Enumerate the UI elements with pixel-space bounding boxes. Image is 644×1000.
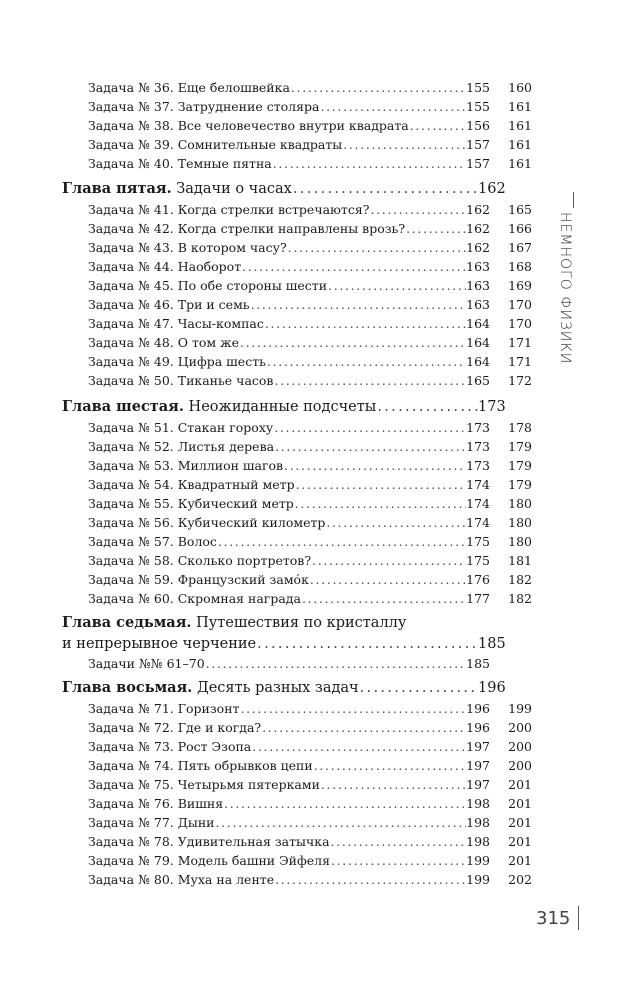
toc-page: 157 bbox=[466, 137, 490, 152]
toc-row bbox=[88, 756, 532, 775]
toc-title: Задача № 41. Когда стрелки встречаются? bbox=[88, 202, 370, 217]
toc-page: 173 bbox=[466, 458, 490, 473]
toc-answer-page: 170 bbox=[508, 316, 532, 331]
toc-answer-page: 172 bbox=[508, 373, 532, 388]
toc-row bbox=[88, 589, 532, 608]
toc-page: 185 bbox=[478, 636, 506, 652]
toc-page: 175 bbox=[466, 534, 490, 549]
toc-answer-page: 179 bbox=[508, 458, 532, 473]
toc-title: Задача № 56. Кубический километр bbox=[88, 515, 326, 530]
toc-title: Задача № 53. Миллион шагов bbox=[88, 458, 284, 473]
toc-page: 162 bbox=[466, 202, 490, 217]
toc-answer-page: 201 bbox=[508, 796, 532, 811]
toc-title: Задача № 43. В котором часу? bbox=[88, 240, 287, 255]
toc-row bbox=[88, 851, 532, 870]
toc-answer-page: 181 bbox=[508, 553, 532, 568]
toc-title: Задача № 44. Наоборот bbox=[88, 259, 242, 274]
toc-title: Задача № 50. Тиканье часов bbox=[88, 373, 274, 388]
toc-page: 173 bbox=[466, 439, 490, 454]
toc-title: Задачи №№ 61–70 bbox=[88, 656, 205, 671]
toc-row bbox=[88, 200, 532, 219]
toc-title: Задача № 79. Модель башни Эйфеля bbox=[88, 853, 331, 868]
toc-row bbox=[88, 238, 532, 257]
toc-row bbox=[88, 333, 532, 352]
toc-page: 173 bbox=[478, 399, 506, 415]
toc-title: Задача № 45. По обе стороны шести bbox=[88, 278, 328, 293]
chapter-heading bbox=[62, 178, 504, 200]
toc-page: 162 bbox=[466, 221, 490, 236]
toc-page: 164 bbox=[466, 354, 490, 369]
toc-row bbox=[88, 532, 532, 551]
toc-page: 173 bbox=[466, 420, 490, 435]
toc-title: Задача № 40. Темные пятна bbox=[88, 156, 272, 171]
toc-answer-page: 180 bbox=[508, 496, 532, 511]
toc-page: 197 bbox=[466, 777, 490, 792]
toc-title: Задача № 77. Дыни bbox=[88, 815, 215, 830]
section-label: НЕМНОГО ФИЗИКИ bbox=[557, 212, 573, 365]
page-number: 315 bbox=[536, 908, 571, 929]
toc-row bbox=[88, 437, 532, 456]
toc-row bbox=[88, 513, 532, 532]
toc-title: Задача № 54. Квадратный метр bbox=[88, 477, 295, 492]
toc-page: 174 bbox=[466, 477, 490, 492]
toc-row bbox=[88, 116, 532, 135]
toc-row bbox=[88, 135, 532, 154]
toc-page: 162 bbox=[466, 240, 490, 255]
toc-row bbox=[88, 456, 532, 475]
chapter-title: Путешествия по кристаллу bbox=[196, 615, 407, 631]
toc-answer-page: 179 bbox=[508, 477, 532, 492]
toc-page: 175 bbox=[466, 553, 490, 568]
toc-row bbox=[88, 78, 532, 97]
toc-title: Задача № 42. Когда стрелки направлены врозь? bbox=[88, 221, 406, 236]
toc-answer-page: 200 bbox=[508, 720, 532, 735]
toc-title: Задача № 72. Где и когда? bbox=[88, 720, 262, 735]
chapter-heading bbox=[62, 396, 504, 418]
toc-row bbox=[88, 475, 532, 494]
toc-page: 197 bbox=[466, 739, 490, 754]
toc-title: Задача № 38. Все человечество внутри квадрата bbox=[88, 118, 409, 133]
toc-row bbox=[88, 775, 532, 794]
toc-answer-page: 199 bbox=[508, 701, 532, 716]
toc-page: 165 bbox=[466, 373, 490, 388]
toc-title: Задача № 49. Цифра шесть bbox=[88, 354, 266, 369]
toc-title: Задача № 46. Три и семь bbox=[88, 297, 250, 312]
toc-row bbox=[88, 794, 532, 813]
toc-page: 162 bbox=[478, 181, 506, 197]
toc-row bbox=[88, 737, 532, 756]
toc-title: Задача № 80. Муха на ленте bbox=[88, 872, 275, 887]
chapter-title-line2: и непрерывное черчение bbox=[62, 636, 257, 652]
toc-page: 177 bbox=[466, 591, 490, 606]
toc-answer-page: 201 bbox=[508, 815, 532, 830]
toc-answer-page: 161 bbox=[508, 156, 532, 171]
toc-page: 174 bbox=[466, 496, 490, 511]
toc-answer-page: 165 bbox=[508, 202, 532, 217]
toc-title: Задача № 60. Скромная награда bbox=[88, 591, 301, 606]
toc-row bbox=[88, 257, 532, 276]
toc-answer-page: 161 bbox=[508, 137, 532, 152]
sidebar-divider bbox=[573, 192, 574, 208]
toc-answer-page: 171 bbox=[508, 354, 532, 369]
toc-page: 156 bbox=[466, 118, 490, 133]
toc-answer-page: 170 bbox=[508, 297, 532, 312]
toc-answer-page: 200 bbox=[508, 739, 532, 754]
toc-row bbox=[88, 570, 532, 589]
toc-answer-page: 201 bbox=[508, 834, 532, 849]
chapter-heading-continued bbox=[62, 633, 504, 655]
toc-answer-page: 180 bbox=[508, 534, 532, 549]
toc-answer-page: 169 bbox=[508, 278, 532, 293]
toc-row bbox=[88, 97, 532, 116]
toc-answer-page: 179 bbox=[508, 439, 532, 454]
toc-page: 198 bbox=[466, 815, 490, 830]
toc-row bbox=[88, 699, 532, 718]
toc-page: 163 bbox=[466, 297, 490, 312]
toc-row bbox=[88, 154, 532, 173]
toc-page: 196 bbox=[478, 680, 506, 696]
toc-title: Задача № 71. Горизонт bbox=[88, 701, 240, 716]
toc-title: Задача № 76. Вишня bbox=[88, 796, 224, 811]
toc-row bbox=[88, 371, 532, 390]
toc-title: Задача № 78. Удивительная затычка bbox=[88, 834, 330, 849]
toc-row bbox=[88, 832, 532, 851]
toc-answer-page: 160 bbox=[508, 80, 532, 95]
chapter-label: Глава шестая. bbox=[62, 398, 184, 415]
toc-answer-page: 171 bbox=[508, 335, 532, 350]
toc-answer-page: 200 bbox=[508, 758, 532, 773]
toc-answer-page: 182 bbox=[508, 591, 532, 606]
toc-page: 164 bbox=[466, 316, 490, 331]
toc-page: 155 bbox=[466, 80, 490, 95]
toc-title: Задача № 58. Сколько портретов? bbox=[88, 553, 312, 568]
toc-row bbox=[88, 219, 532, 238]
toc-title: Задача № 48. О том же bbox=[88, 335, 239, 350]
toc-page: 196 bbox=[466, 701, 490, 716]
chapter-title: Задачи о часах bbox=[176, 181, 292, 197]
toc-page: 155 bbox=[466, 99, 490, 114]
toc-row bbox=[88, 295, 532, 314]
toc-answer-page: 178 bbox=[508, 420, 532, 435]
section-sidebar bbox=[553, 212, 593, 365]
toc-page: 197 bbox=[466, 758, 490, 773]
toc-row bbox=[88, 352, 532, 371]
toc-answer-page: 161 bbox=[508, 118, 532, 133]
toc-row bbox=[88, 551, 532, 570]
chapter-heading bbox=[62, 612, 406, 634]
toc-page: 199 bbox=[466, 853, 490, 868]
toc-answer-page: 180 bbox=[508, 515, 532, 530]
toc-title: Задача № 37. Затруднение столяра bbox=[88, 99, 320, 114]
toc-title: Задача № 51. Стакан гороху bbox=[88, 420, 274, 435]
chapter-title: Десять разных задач bbox=[196, 680, 359, 696]
chapter-label: Глава пятая. bbox=[62, 180, 172, 197]
toc-row bbox=[88, 870, 532, 889]
toc-title: Задача № 52. Листья дерева bbox=[88, 439, 275, 454]
toc-page: 196 bbox=[466, 720, 490, 735]
toc-answer-page: 161 bbox=[508, 99, 532, 114]
toc-title: Задача № 57. Волос bbox=[88, 534, 217, 549]
chapter-label: Глава восьмая. bbox=[62, 679, 193, 696]
toc-page: 157 bbox=[466, 156, 490, 171]
toc-answer-page: 202 bbox=[508, 872, 532, 887]
toc-page: 185 bbox=[466, 656, 490, 671]
toc-title: Задача № 73. Рост Эзопа bbox=[88, 739, 252, 754]
chapter-label: Глава седьмая. bbox=[62, 614, 192, 631]
toc-title: Задача № 47. Часы-компас bbox=[88, 316, 264, 331]
toc-answer-page: 168 bbox=[508, 259, 532, 274]
toc-row bbox=[88, 418, 532, 437]
toc-answer-page: 166 bbox=[508, 221, 532, 236]
toc-page: 176 bbox=[466, 572, 490, 587]
toc-row bbox=[88, 276, 532, 295]
toc-page: 174 bbox=[466, 515, 490, 530]
toc-answer-page: 201 bbox=[508, 853, 532, 868]
toc-row bbox=[88, 314, 532, 333]
toc-title: Задача № 55. Кубический метр bbox=[88, 496, 294, 511]
toc-page: 199 bbox=[466, 872, 490, 887]
toc-row bbox=[88, 813, 532, 832]
toc-row bbox=[88, 494, 532, 513]
toc-page: 164 bbox=[466, 335, 490, 350]
toc-page: 198 bbox=[466, 834, 490, 849]
chapter-heading bbox=[62, 677, 504, 699]
toc-page: 163 bbox=[466, 278, 490, 293]
toc-answer-page: 167 bbox=[508, 240, 532, 255]
toc-title: Задача № 39. Сомнительные квадраты bbox=[88, 137, 343, 152]
toc-answer-page: 201 bbox=[508, 777, 532, 792]
toc-row bbox=[88, 654, 532, 673]
toc-page: 163 bbox=[466, 259, 490, 274]
chapter-title: Неожиданные подсчеты bbox=[188, 399, 377, 415]
toc-answer-page: 182 bbox=[508, 572, 532, 587]
toc-row bbox=[88, 718, 532, 737]
toc-title: Задача № 59. Французский замóк bbox=[88, 572, 309, 587]
toc-title: Задача № 75. Четырьмя пятерками bbox=[88, 777, 320, 792]
toc-title: Задача № 74. Пять обрывков цепи bbox=[88, 758, 313, 773]
page-number-divider bbox=[578, 906, 579, 930]
toc-page: 198 bbox=[466, 796, 490, 811]
toc-title: Задача № 36. Еще белошвейка bbox=[88, 80, 290, 95]
